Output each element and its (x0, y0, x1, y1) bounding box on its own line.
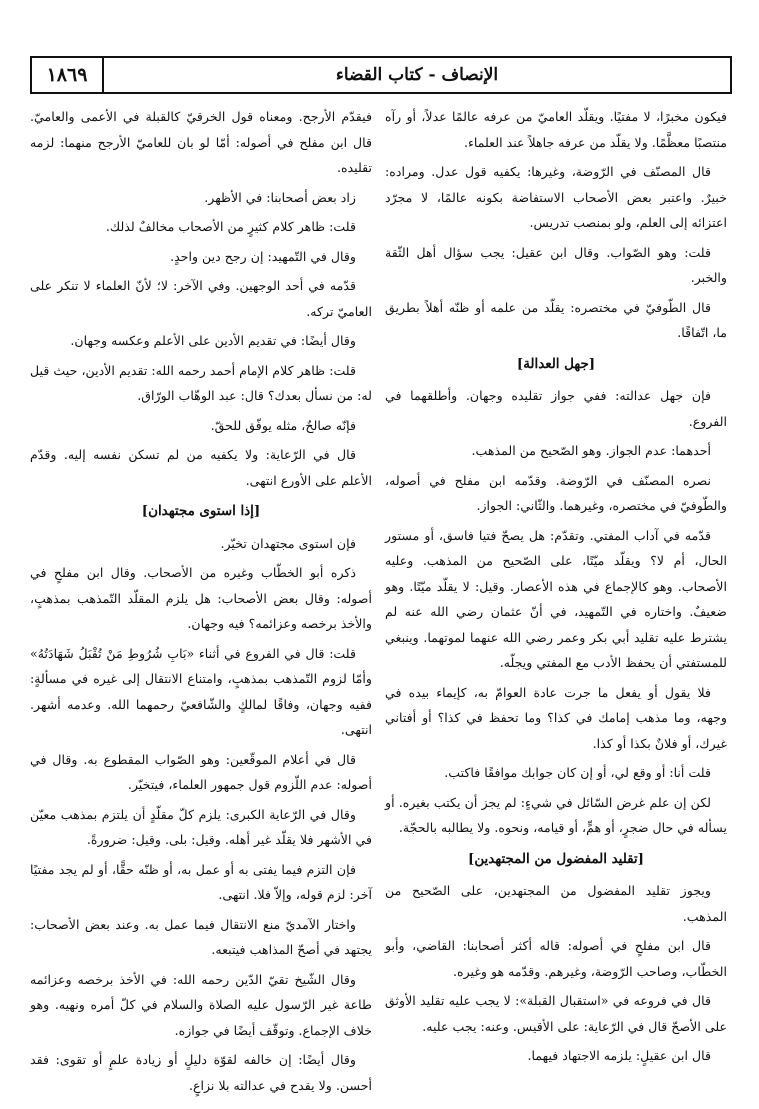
paragraph: فيقدّم الأرجح. ومعناه قول الخرقيّ كالقبلة في الأعمى والعاميّ. قال ابن مفلح في أصوله: أمّا لو بان للعاميّ الأرجح منهما: لزمه تقليده. (30, 109, 372, 175)
paragraph: قلت: ظاهر كلام كثيرٍ من الأصحاب مخالفٌ لذلك. (105, 219, 356, 234)
paragraph: قال الطّوفيّ في مختصره: يقلّد من علمه أو ظنّه أهلاً بطريق ما، اتّفاقًا. (385, 299, 727, 340)
paragraph: قال ابن مفلحٍ في أصوله: قاله أكثر أصحابنا: القاضي، وأبو الخطّاب، وصاحب الرّوضة، وغيرهم. وقدّمه هو وغيره. (385, 938, 727, 979)
section-heading-text: [جهل العدالة] (516, 355, 596, 372)
paragraph: وقال أيضًا: إن خالفه لقوّة دليلٍ أو زيادة علمٍ أو تقوى: فقد أحسن. ولا يقدح في عدالته بلا نزاعٍ. (30, 1052, 372, 1093)
paragraph: قال ابن عقيلٍ: يلزمه الاجتهاد فيهما. (527, 1048, 711, 1063)
section-heading (385, 352, 727, 378)
paragraph: وقال في الرّعاية الكبرى: يلزم كلّ مقلّدٍ أن يلتزم بمذهب معيّن في الأشهر فلا يقلّد غير أهله. وقيل: بلى. وقيل: ضرورةً. (30, 806, 372, 847)
paragraph: وقال أيضًا: في تقديم الأدين على الأعلم وعكسه وجهان. (70, 333, 356, 348)
page-number: ١٨٦٩ (32, 58, 104, 92)
paragraph: فيكون مخبرًا، لا مفتيًا. ويقلّد العاميّ من عرفه عالمًا عدلاً، أو رآه منتصبًا معظَّمًا. ولا يقلّد من عرفه جاهلاً عند العلماء. (385, 109, 727, 150)
section-heading-text: [تقليد المفضول من المجتهدين] (468, 850, 644, 867)
paragraph: قلت أنا: أو وقع لي، أو إن كان جوابك موافقًا فاكتب. (444, 765, 711, 780)
paragraph: فإن استوى مجتهدان تخيّر. (220, 535, 356, 551)
paragraph: فإنّه صالحٌ، مثله يوفّق للحقّ. (210, 417, 356, 433)
paragraph: وقال في التّمهيد: إن رجح دين واحدٍ. (170, 248, 356, 264)
section-heading-text: [إذا استوى مجتهدان] (141, 503, 261, 519)
paragraph: قلت: ظاهر كلام الإمام أحمد رحمه الله: تقديم الأدين، حيث قيل له: من نسأل بعدك؟ قال: عبد الوهّاب الورّاق. (30, 362, 372, 403)
right-column (385, 104, 727, 1073)
paragraph: قال المصنّف في الرّوضة، وغيرها: يكفيه قول عدل. ومراده: خبيرٌ. واعتبر بعض الأصحاب الاستفاضة بكونه عالمًا، لا مجرّد اعتزائه إلى العلم، ولو بمنصب تدريس. (385, 164, 727, 230)
page-header (30, 56, 732, 94)
left-column (30, 104, 372, 1102)
paragraph: ذكره أبو الخطّاب وغيره من الأصحاب. وقال ابن مفلحٍ في أصوله: وقال بعض الأصحاب: هل يلزم المقلّد التّمذهب بمذهبٍ، والأخذ برخصه وعزائمه؟ فيه وجهان. (30, 565, 372, 631)
paragraph: قدّمه في أحد الوجهين. وفي الآخر: لا؛ لأنّ العلماء لا تنكر على العاميّ تركه. (30, 278, 372, 319)
paragraph: قال في أعلام الموقّعين: وهو الصّواب المقطوع به. وقال في أصوله: عدم اللّزوم قول جمهور العلماء، فيتخيّر. (30, 751, 372, 792)
paragraph: واختار الآمديّ منع الانتقال فيما عمل به. وعند بعض الأصحاب: يجتهد في أصحّ المذاهب فيتبعه. (30, 916, 372, 957)
paragraph: فإن جهل عدالته: ففي جواز تقليده وجهان. وأطلقهما في الفروع. (385, 388, 727, 429)
paragraph: ويجوز تقليد المفضول من المجتهدين، على الصّحيح من المذهب. (385, 883, 727, 924)
paragraph: قال في فروعه في «استقبال القبلة»: لا يجب عليه تقليد الأوثق على الأصحّ قال في الرّعاية: على الأقيس. وعنه: يجب عليه. (385, 993, 727, 1034)
paragraph: قلت: وهو الصّواب. وقال ابن عقيل: يجب سؤال أهل الثّقة والخبر. (385, 244, 727, 285)
paragraph: لكن إن علم غرض السّائل في شيءٍ: لم يجز أن يكتب بغيره. أو يسأله في حال ضجرٍ، أو همٍّ، أو قيامه، ونحوه. ولا يطالبه بالحجّة. (385, 794, 727, 835)
paragraph: قلت: قال في الفروع في أثناء «بَابِ شُرُوطِ مَنْ تُقْبَلُ شَهَادَتُهُ» وأمّا لزوم التّمذهب بمذهبٍ، وامتناع الانتقال إلى غيره في مسألةٍ: ففيه وجهان، وفاقًا لمالكٍ والشّافعيّ رحمهما الله. وعدمه أشهر. انتهى. (30, 645, 372, 737)
paragraph: فلا يقول أو يفعل ما جرت عادة العوامّ به، كإيماء بيده في وجهه، وما مذهب إمامك في كذا؟ وما تحفظ في كذا؟ أو أفتاني غيرك، أو فلانٌ بكذا أو كذا. (385, 684, 727, 751)
paragraph: أحدهما: عدم الجواز. وهو الصّحيح من المذهب. (471, 443, 711, 458)
section-heading (385, 847, 727, 873)
paragraph: قال في الرّعاية: ولا يكفيه من لم تسكن نفسه إليه. وقدّم الأعلم على الأورع انتهى. (30, 447, 372, 488)
running-title: الإنصاف - كتاب القضاء (335, 65, 499, 85)
paragraph: وقال الشّيخ تقيّ الدّين رحمه الله: في الأخذ برخصه وعزائمه طاعة غير الرّسول عليه الصلاة والسلام في كلّ أمره ونهيه. وهو خلاف الإجماع. وتوقّف أيضًا في جوازه. (30, 971, 372, 1038)
section-heading (30, 499, 372, 525)
paragraph: قدّمه في آداب المفتي. وتقدّم: هل يصحّ فتيا فاسق، أو مستور الحال، أم لا؟ ويقلّد ميّتًا، على الصّحيح من المذهب. وعليه الأصحاب. وهو كالإجماع في هذه الأعصار. وقيل: لا يقلّد ميّتًا. وهو ضعيفٌ. واختاره في التّمهيد، في أنّ عثمان رضي الله عنه لم يشترط عليه تقليد أبي بكر وعمر رضي الله عنهما لموتهما. وينبغي للمستفتي أن يحفظ الأدب مع المفتي ويجلّه. (385, 527, 727, 670)
paragraph: نصره المصنّف في الرّوضة. وقدّمه ابن مفلح في أصوله، والطّوفيّ في مختصره، وغيرهما. والثّاني: الجواز. (385, 472, 727, 513)
paragraph: فإن التزم فيما يفتى به أو عمل به، أو ظنّه حقًّا، أو لم يجد مفتيًا آخر: لزم قوله، وإلاّ فلا. انتهى. (30, 861, 372, 902)
paragraph: زاد بعض أصحابنا: في الأظهر. (204, 189, 356, 205)
